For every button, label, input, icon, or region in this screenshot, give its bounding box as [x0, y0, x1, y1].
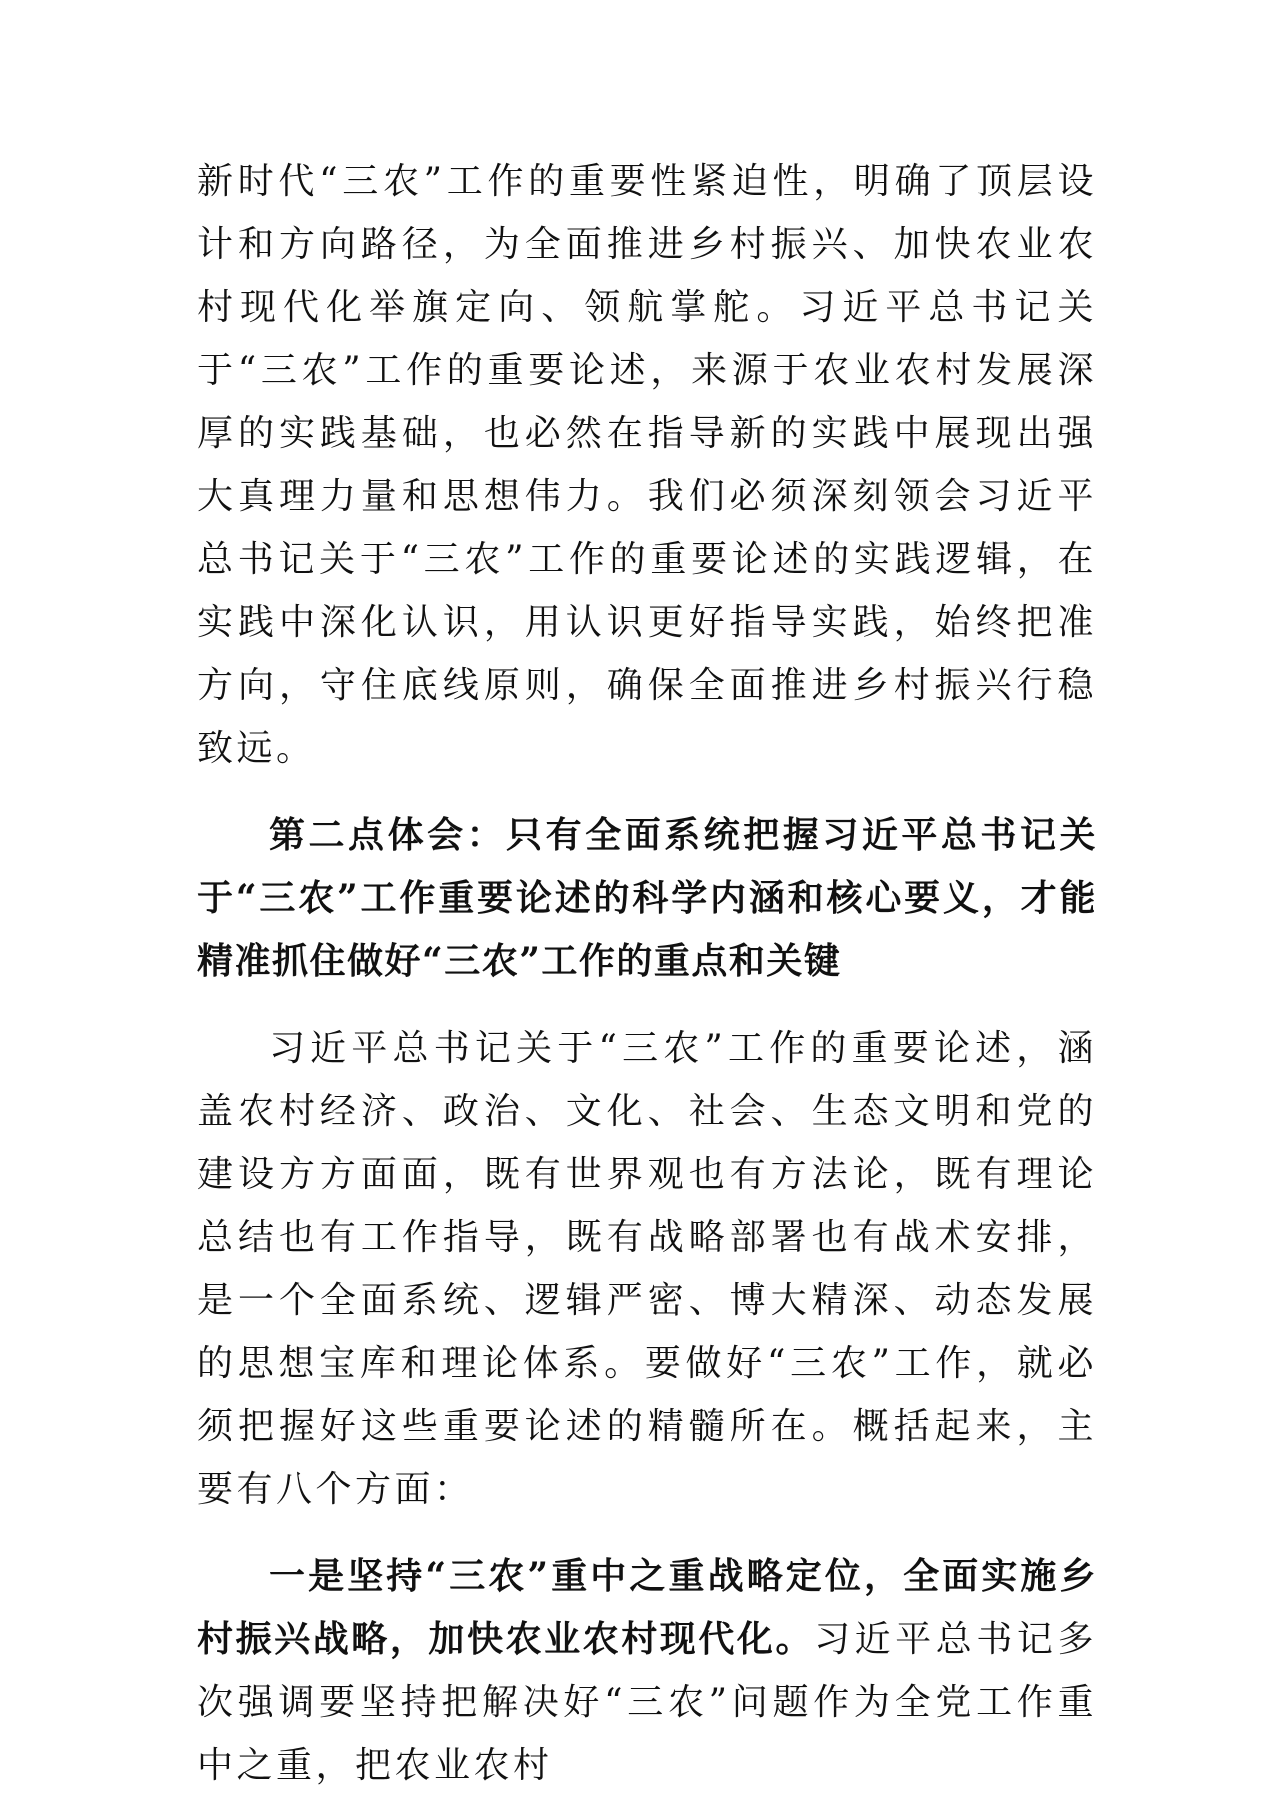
point-one-lead: 一是坚持“三农”重中之重战略定位，全面实施乡村振兴战略，加快农业农村现代化。: [197, 1555, 1097, 1660]
document-body: [197, 150, 1097, 1797]
paragraph-continued: 新时代“三农”工作的重要性紧迫性，明确了顶层设计和方向路径，为全面推进乡村振兴、加快农业农村现代化举旗定向、领航掌舵。习近平总书记关于“三农”工作的重要论述，来源于农业农村发展深厚的实践基础，也必然在指导新的实践中展现出强大真理力量和思想伟力。我们必须深刻领会习近平总书记关于“三农”工作的重要论述的实践逻辑，在实践中深化认识，用认识更好指导实践，始终把准方向，守住底线原则，确保全面推进乡村振兴行稳致远。: [197, 161, 1097, 769]
section-heading: 第二点体会：只有全面系统把握习近平总书记关于“三农”工作重要论述的科学内涵和核心要义，才能精准抓住做好“三农”工作的重点和关键: [197, 814, 1097, 982]
paragraph-point-one: [197, 1545, 1097, 1797]
paragraph-overview: 习近平总书记关于“三农”工作的重要论述，涵盖农村经济、政治、文化、社会、生态文明和党的建设方方面面，既有世界观也有方法论，既有理论总结也有工作指导，既有战略部署也有战术安排，是一个全面系统、逻辑严密、博大精深、动态发展的思想宝库和理论体系。要做好“三农”工作，就必须把握好这些重要论述的精髓所在。概括起来，主要有八个方面：: [197, 1028, 1097, 1510]
point-one-text: 习近平总书记多次强调要坚持把解决好“三农”问题作为全党工作重中之重，把农业农村: [197, 1619, 1097, 1786]
